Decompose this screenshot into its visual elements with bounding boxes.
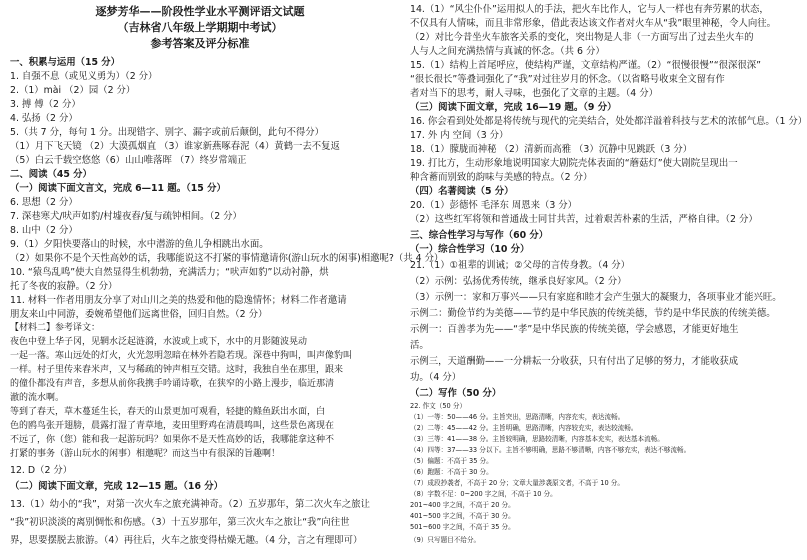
left-line: 夜色中登上华子冈，见辋水泛起涟漪，水波或上或下，水中的月影随波晃动 [10,337,308,347]
right-line: 种含蓄而别致的韵味与美感的特点。（2 分） [410,172,593,183]
left-line: 澈的流水啊。 [10,393,65,403]
left-line: 逐梦芳华——阶段性学业水平测评语文试题 [95,5,305,18]
left-line: 10. “猿鸟乱鸣”使大自然显得生机勃勃，充满活力；“吠声如豹”以动衬静，烘 [10,267,329,278]
right-line: 示例三，天道酬勤——一分耕耘一分收获，只有付出了足够的努力，才能收获成 [410,356,739,367]
right-line: （4）四等：37——33 分以下。主旨不够明确，思路不够清晰，内容不够充实，表达不够流畅。 [410,446,691,454]
left-line: “我”初识淡淡的离别惆怅和伤感。（3）十五岁那年，第三次火车之旅让“我”向往世 [10,517,350,528]
right-line: （6）跑题：不高于 30 分。 [410,468,493,476]
left-line: 托了冬夜的寂静。（2 分） [10,281,118,292]
left-line: 不远了，你（您）能和我一起游玩吗？如果你不是天性高妙的话，我哪能拿这种不 [10,435,335,445]
left-line: 9.（1）夕阳快要落山的时候，水中潜游的鱼儿争相跳出水面。 [10,239,269,250]
right-line: 501~600 字之间，不高于 35 分。 [410,523,515,531]
right-line: 18.（1）朦胧而神秘 （2）清新而高雅 （3）沉静中见跳跃（3 分） [410,144,693,155]
right-line: （三）阅读下面文章，完成 16—19 题。（9 分） [410,102,617,113]
right-line: 22. 作文（50 分） [410,402,467,410]
left-line: 打紧的事务（游山玩水的闲事）相邀呢？而这当中有很深的旨趣啊！ [10,449,281,459]
left-line: 12. D（2 分） [10,465,73,476]
left-line: 【材料二】参考译文： [10,323,101,333]
right-line: （9）只写题目不给分。 [410,536,481,544]
right-line: 17. 外 内 空间（3 分） [410,130,509,141]
right-line: （1）一等：50——46 分。主旨突出，思路清晰，内容充实，表达流畅。 [410,413,625,421]
right-line: （5）偏题：不高于 35 分。 [410,457,493,465]
right-line: “很长很长”等叠词强化了“我”对过往岁月的怀念。（以省略号收束全文留有作 [410,74,725,85]
right-line: （四）名著阅读（5 分） [410,186,514,197]
right-line: （2）对比今昔坐火车旅客关系的变化，突出物是人非（一方面写出了过去坐火车的 [410,32,754,43]
right-line: 功。（4 分） [410,372,462,383]
right-line: 20.（1）彭德怀 毛泽东 周恩来（3 分） [410,200,578,211]
right-line: （2）示例：弘扬优秀传统，继承良好家风。（2 分） [410,276,627,287]
right-line: （3）三等：41——38 分。主旨较明确，思路较清晰，内容基本充实，表达基本流畅。 [410,435,664,443]
left-line: （吉林省八年级上学期期中考试） [117,21,283,34]
right-line: （2）二等：45——42 分。主旨明确，思路清晰，内容较充实，表达较流畅。 [410,424,638,432]
left-line: 一起一落。寒山远处的灯火，火光忽明忽暗在林外若隐若现。深巷中狗叫，叫声像豹叫 [10,351,353,361]
left-line: （1）月下飞天镜 （2）大漠孤烟直 （3）谁家新燕啄春泥（4）黄鹤一去不复返 [10,141,340,152]
right-line: （二）写作（50 分） [410,388,502,399]
right-line: 201~400 字之间，不高于 20 分。 [410,501,515,509]
right-line: 示例一：百善孝为先——“孝”是中华民族的传统美德，学会感恩，才能更好地生 [410,324,739,335]
left-line: 2.（1）mài （2）园（2 分） [10,85,136,96]
left-line: 一样。村子里传来舂米声，又与稀疏的钟声相互交错。这时，我独自坐在那里，跟来 [10,365,344,375]
left-line: （二）阅读下面文章，完成 12—15 题。（16 分） [10,481,223,492]
left-line: 6. 思想（2 分） [10,197,78,208]
right-line: 不仅具有人情味，而且非常形象，借此表达该文作者对火车从“我”眼里神秘，令人向往。 [410,18,776,29]
right-line: 活。 [410,340,429,351]
left-line: 等到了春天，草木蔓延生长，春天的山景更加可观看，轻捷的鲦鱼跃出水面，白 [10,407,326,417]
right-line: 14.（1）“风尘仆仆”运用拟人的手法，把火车比作人，它与人一样也有奔劳累的状态， [410,4,769,15]
left-line: 7. 深巷寒犬/吠声如豹/村墟夜舂/复与疏钟相间。（2 分） [10,211,242,222]
left-line: 13.（1）幼小的“我”，对第一次火车之旅充满神奇。（2）五岁那年，第二次火车之旅让 [10,499,370,510]
left-line: （一）阅读下面文言文，完成 6—11 题。（15 分） [10,183,226,194]
left-line: 的僮仆都没有声音，多想从前你我携手吟诵诗歌，在狭窄的小路上漫步，临近那清 [10,379,335,389]
left-line: （2）如果你不是个天性高妙的话，我哪能说这不打紧的事情邀请你(游山玩水的闲事)相邀呢?（共 4 分） [10,253,444,264]
left-line: 色的鸥鸟张开翅膀，晨露打湿了青草地，麦田里野鸡在清晨鸣叫，这些景色离现在 [10,421,335,431]
right-line: 401~500 字之间，不高于 30 分。 [410,512,515,520]
left-line: 朋友来山中同游，委婉希望他们远离世俗，回归自然。（2 分） [10,309,268,320]
left-line: 4. 弘扬（2 分） [10,113,78,124]
right-line: （8）字数不足：0~200 字之间，不高于 10 分。 [410,490,557,498]
left-line: 二、阅读（45 分） [10,169,92,180]
right-line: （一）综合性学习（10 分） [410,244,530,255]
left-line: 3. 搏 傅（2 分） [10,99,81,110]
left-line: 界，思要摆脱去旅游。（4）再往后，火车之旅变得枯燥无趣。（4 分，言之有理即可） [10,535,363,546]
left-line: 11. 材料一作者用朋友分享了对山川之美的热爱和他的隐逸情怀；材料二作者邀请 [10,295,347,306]
left-line: 参考答案及评分标准 [150,37,250,50]
right-line: 21.（1）①祖辈的训诫；②父母的言传身教。（4 分） [410,260,631,271]
left-line: 8. 山中（2 分） [10,225,78,236]
right-line: （7）成段抄袭者，不高于 20 分；文章大量涉袭原文者，不高于 10 分。 [410,479,624,487]
right-line: 三、综合性学习与写作（60 分） [410,230,549,241]
left-line: （5）白云千载空悠悠（6）山山唯落晖 （7）终岁常端正 [10,155,247,166]
right-line: 15.（1）结构上首尾呼应，使结构严谨，文章结构严谨。（2）“很慢很慢”“很深很深” [410,60,761,71]
right-line: （3）示例一：家和万事兴——只有家庭和睦才会产生强大的凝聚力，各项事业才能兴旺。 [410,292,782,303]
right-line: 示例二：勤俭节约为美德——节约是中华民族的传统美德，节约是中华民族的传统美德。 [410,308,776,319]
right-line: （2）这些红军将领和普通战士同甘共苦，过着艰苦朴素的生活，严格自律。（2 分） [410,214,758,225]
left-line: 1. 自强不息（或见义勇为）（2 分） [10,71,158,82]
right-line: 者对当下的思考，耐人寻味，也强化了文章的主题。（4 分） [410,88,659,99]
right-line: 人与人之间充满热情与真诚的怀念。（共 6 分） [410,46,605,57]
left-line: 一、积累与运用（15 分） [10,57,121,68]
left-line: 5.（共 7 分，每句 1 分。出现错字、别字、漏字或前后颠倒，此句不得分） [10,127,325,138]
right-line: 16. 你会看到处处都是将传统与现代的完美结合，处处都洋溢着科技与艺术的浓郁气息。（1 分） [410,116,807,127]
right-line: 19. 打比方，生动形象地说明国家大剧院壳体表面的“蘑菇灯”使大剧院呈现出一 [410,158,738,169]
